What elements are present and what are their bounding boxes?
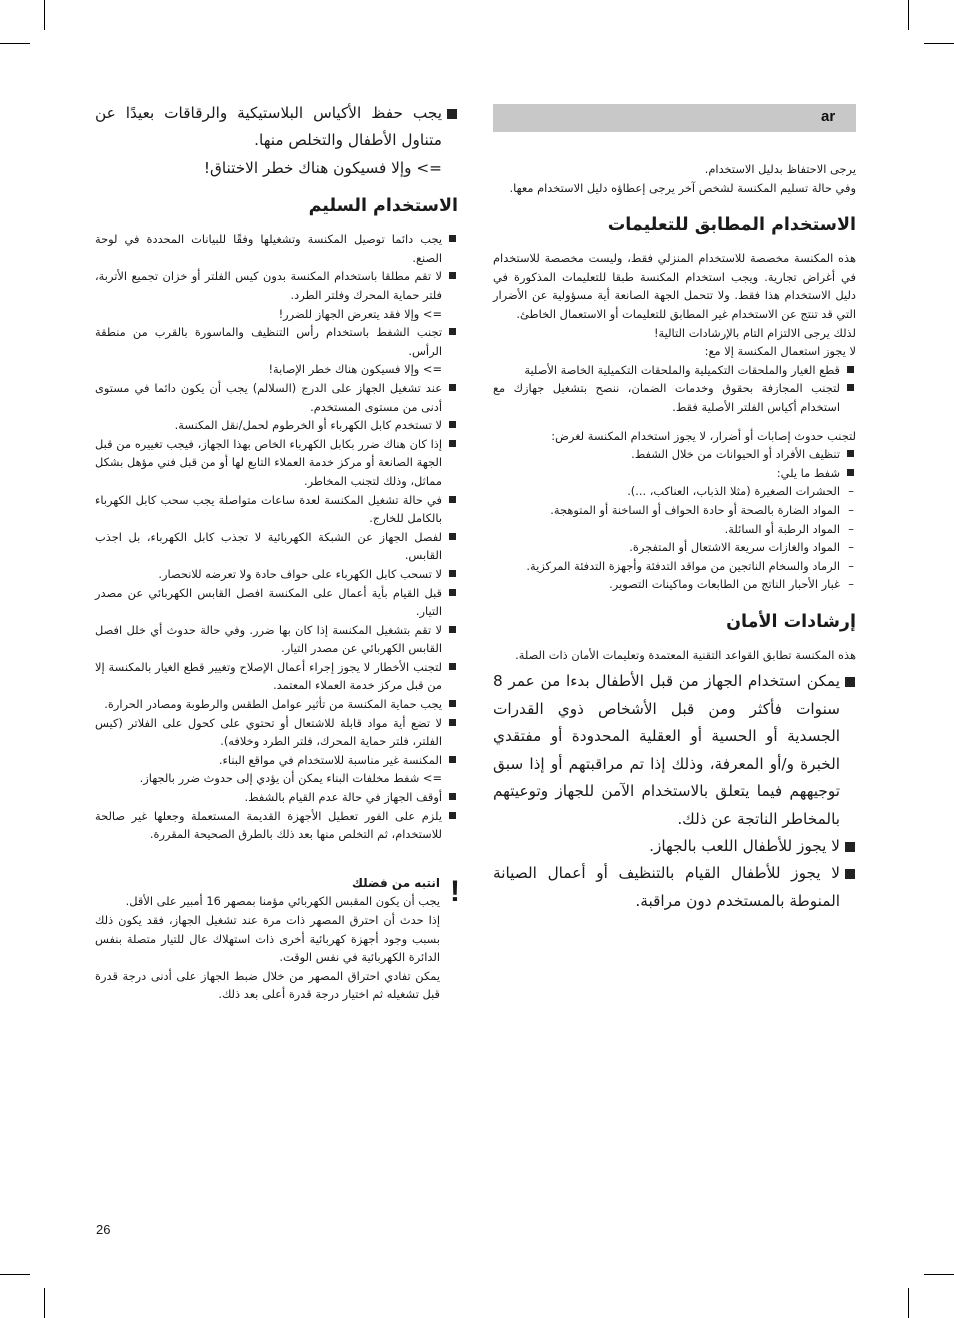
list-item: لا يجوز للأطفال القيام بالتنظيف أو أعمال الصيانة المنوطة بالمستخدم دون مراقبة. — [493, 860, 856, 915]
left-column — [95, 100, 458, 1004]
list-note: => وإلا فسيكون هناك خطر الإصابة! — [268, 362, 442, 377]
list-item: تنظيف الأفراد أو الحيوانات من خلال الشفط. — [493, 445, 856, 464]
crop-mark — [44, 0, 45, 30]
crop-mark — [0, 1274, 30, 1275]
warning-title: انتبه من فضلك — [351, 875, 440, 890]
list-note: => وإلا فقد يتعرض الجهاز للضرر! — [278, 306, 442, 321]
page-number: 26 — [96, 1222, 111, 1237]
list-item: لفصل الجهاز عن الشبكة الكهربائية لا تجذب كابل الكهرباء، بل اجذب القابس. — [95, 528, 458, 565]
list-item: يلزم على الفور تعطيل الأجهزة القديمة المستعملة وجعلها غير صالحة للاستخدام، ثم التخلص منها بعد ذلك بالطرق الصحيحة المقررة. — [95, 807, 458, 844]
list-item: لا تقم بتشغيل المكنسة إذا كان بها ضرر. وفي حالة حدوث أي خلل افصل القابس الكهربائي عن مصدر التيار. — [95, 621, 458, 658]
list-item: قبل القيام بأية أعمال على المكنسة افصل القابس الكهربائي عن مصدر التيار. — [95, 584, 458, 621]
list-item: لا يجوز للأطفال اللعب بالجهاز. — [493, 833, 856, 860]
proper-use-note: لا يجوز استعمال المكنسة إلا مع: — [704, 344, 856, 359]
list-item: لا تضع أية مواد قابلة للاشتعال أو تحتوي على كحول على الفلاتر (كيس الفلتر، فلتر حماية المحرك، فلتر الطرد وخلافه). — [95, 714, 458, 751]
crop-mark — [0, 43, 30, 44]
correct-use-list — [95, 230, 458, 844]
heading-safety: إرشادات الأمان — [726, 611, 856, 632]
heading-correct-use: الاستخدام السليم — [308, 196, 458, 217]
sub-list-item: – المواد الضارة بالصحة أو حادة الحواف أو الساخنة أو المتوهجة. — [493, 501, 856, 520]
list-item: لتجنب الأخطار لا يجوز إجراء أعمال الإصلاح وتغيير قطع الغيار بالمكنسة إلا من قبل مركز خدمة العملاء المعتمد. — [95, 658, 458, 695]
warning-line: إذا حدث أن احترق المصهر ذات مرة عند تشغيل الجهاز، فقد يكون ذلك بسبب وجود أجهزة كهربائية أخرى ذات استهلاك عال للتيار متصلة بنفس الدائرة الكهربائية في نفس الوقت. — [95, 913, 440, 965]
heading-proper-use: الاستخدام المطابق للتعليمات — [607, 215, 856, 236]
crop-mark — [924, 1274, 954, 1275]
warning-box — [95, 874, 458, 1004]
safety-text — [493, 646, 856, 665]
list-item: يجب دائما توصيل المكنسة وتشغيلها وفقًا للبيانات المحددة في لوحة الصنع. — [95, 230, 458, 267]
proper-use-text: هذه المكنسة مخصصة للاستخدام المنزلي فقط، وليست مخصصة للاستخدام في أغراض تجارية. ويجب استخدام المكنسة طبقا للتعليمات المذكورة في دليل الاستخدام هذا فقط. ولا تتحمل الجهة الصانعة أية مسؤولية عن الأضرار التي قد تنتج عن الاستخدام غير المطابق للتعليمات أو الاستعمال الخاطئ. — [493, 251, 856, 321]
sub-list-item: – المواد الرطبة أو السائلة. — [493, 520, 856, 539]
crop-mark — [44, 1288, 45, 1318]
list-item: إذا كان هناك ضرر بكابل الكهرباء الخاص بهذا الجهاز، فيجب تغييره من قبل الجهة الصانعة أو مركز خدمة العملاء التابع لها أو من قبل فني مؤهل بشكل مماثل، وذلك لتجنب المخاطر. — [95, 435, 458, 491]
top-list — [95, 100, 458, 182]
list-item: لا تستخدم كابل الكهرباء أو الخرطوم لحمل/نقل المكنسة. — [95, 416, 458, 435]
list-note: => شفط مخلفات البناء يمكن أن يؤدي إلى حدوث ضرر بالجهاز. — [139, 771, 442, 786]
list-item: تجنب الشفط باستخدام رأس التنظيف والماسورة بالقرب من منطقة الرأس. — [95, 323, 458, 360]
list-item: شفط ما يلي: — [493, 464, 856, 483]
sub-list-item: – المواد والغازات سريعة الاشتعال أو المتفجرة. — [493, 538, 856, 557]
list-item: لتجنب المجازفة بحقوق وخدمات الضمان، ننصح بتشغيل جهازك مع استخدام أكياس الفلتر الأصلية فقط. — [493, 379, 856, 416]
list-item: يجب حماية المكنسة من تأثير عوامل الطقس والرطوبة ومصادر الحرارة. — [95, 695, 458, 714]
list-item: المكنسة غير مناسبة للاستخدام في مواقع البناء. — [95, 751, 458, 770]
sub-list-item: – غبار الأحبار الناتج من الطابعات وماكينات التصوير. — [493, 575, 856, 594]
crop-mark — [908, 1288, 909, 1318]
exclamation-icon: ! — [450, 874, 460, 908]
warning-line: يمكن تفادي احتراق المصهر من خلال ضبط الجهاز على أدنى درجة قدرة قبل تشغيله ثم اختيار درجة قدرة أعلى بعد ذلك. — [95, 968, 440, 1002]
right-column — [493, 160, 856, 915]
safety-list — [493, 668, 856, 915]
proper-use-section — [493, 249, 856, 594]
avoid-intro: لتجنب حدوث إصابات أو أضرار، لا يجوز استخدام المكنسة لغرض: — [551, 428, 856, 443]
language-tab — [493, 104, 856, 132]
proper-use-note: لذلك يرجى الالتزام التام بالإرشادات التالية! — [653, 325, 856, 340]
list-note: => وإلا فسيكون هناك خطر الاختناق! — [203, 158, 442, 177]
crop-mark — [908, 0, 909, 30]
list-item: أوقف الجهاز في حالة عدم القيام بالشفط. — [95, 788, 458, 807]
list-item: في حالة تشغيل المكنسة لعدة ساعات متواصلة يجب سحب كابل الكهرباء بالكامل للخارج. — [95, 491, 458, 528]
safety-intro: هذه المكنسة تطابق القواعد التقنية المعتمدة وتعليمات الأمان ذات الصلة. — [515, 647, 856, 662]
list-item: يجب حفظ الأكياس البلاستيكية والرقاقات بعيدًا عن متناول الأطفال والتخلص منها. — [95, 100, 458, 155]
crop-mark — [924, 43, 954, 44]
warning-line: يجب أن يكون المقبس الكهربائي مؤمنا بمصهر 16 أمبير على الأقل. — [125, 894, 440, 909]
list-item: لا تقم مطلقا باستخدام المكنسة بدون كيس الفلتر أو خزان تجميع الأتربة، فلتر حماية المحرك وفلتر الطرد. — [95, 267, 458, 304]
sub-list-item: – الحشرات الصغيرة (مثلا الذباب، العناكب، ...). — [493, 482, 856, 501]
language-code: ar — [821, 108, 836, 125]
list-item: عند تشغيل الجهاز على الدرج (السلالم) يجب أن يكون دائما في مستوى أدنى من مستوى المستخدم. — [95, 379, 458, 416]
list-item: يمكن استخدام الجهاز من قبل الأطفال بدءا من عمر 8 سنوات فأكثر ومن قبل الأشخاص ذوي القدرات الجسدية أو الحسية أو العقلية المحدودة أو مفتقدي الخبرة و/أو المعرفة، وذلك إذا تم مراقبتهم أو إذا سبق توجيههم فيما يتعلق بالاستخدام الآمن للجهاز وتوعيتهم بالمخاطر الناتجة عن ذلك. — [493, 668, 856, 832]
list-item: قطع الغيار والملحقات التكميلية والملحقات التكميلية الخاصة الأصلية — [493, 361, 856, 380]
list-item: لا تسحب كابل الكهرباء على حواف حادة ولا تعرضه للانحصار. — [95, 565, 458, 584]
sub-list-item: – الرماد والسخام الناتجين من مواقد التدفئة وأجهزة التدفئة المركزية. — [493, 557, 856, 576]
intro-line: يرجى الاحتفاظ بدليل الاستخدام. — [704, 162, 856, 176]
intro-line: وفي حالة تسليم المكنسة لشخص آخر يرجى إعطاؤه دليل الاستخدام معها. — [509, 180, 856, 195]
intro-text — [493, 160, 856, 197]
